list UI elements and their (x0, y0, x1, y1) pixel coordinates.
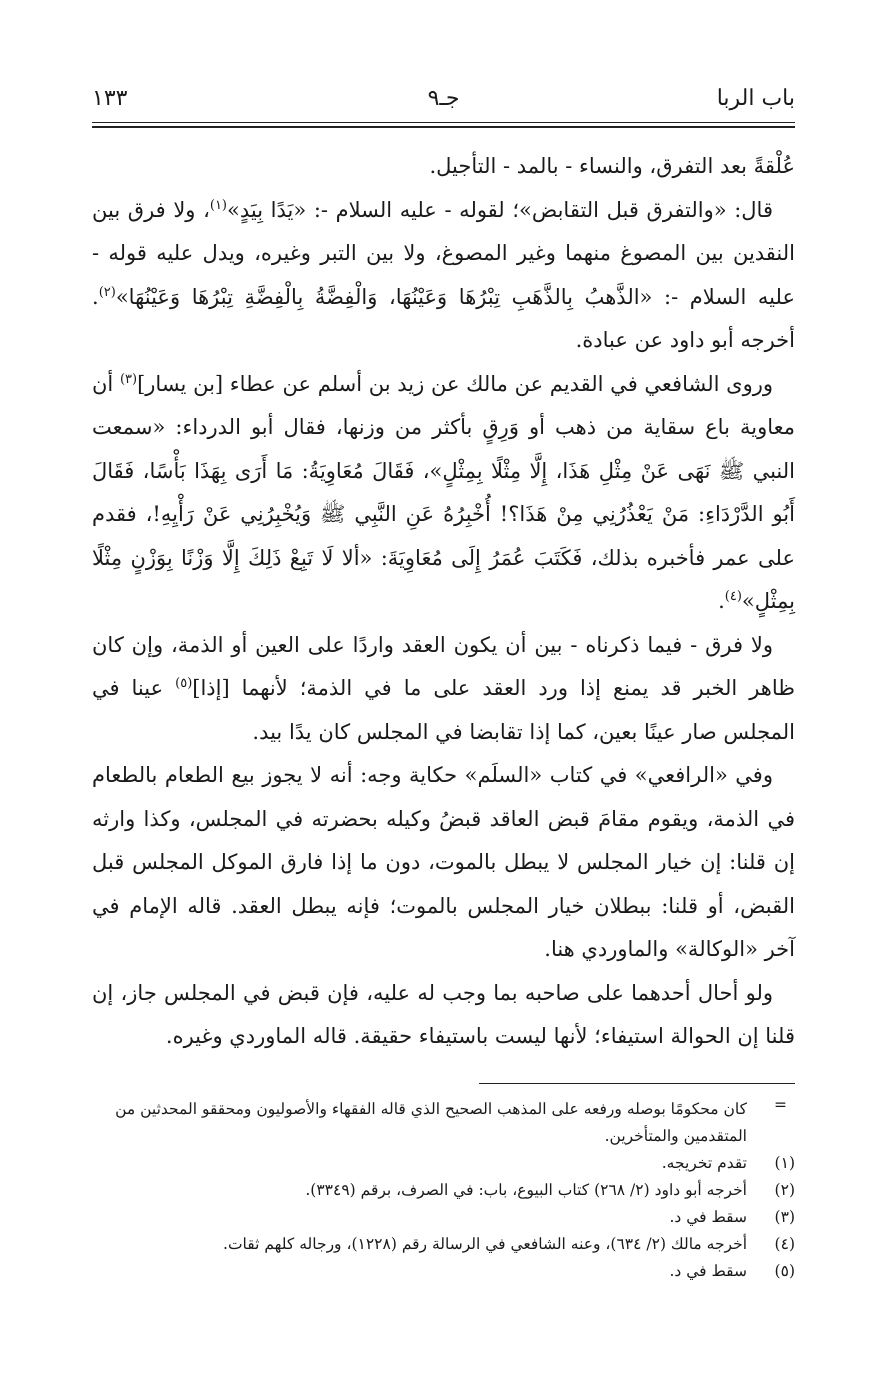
footnote-item: (٢) أخرجه أبو داود (٢/ ٢٦٨) كتاب البيوع، باب: في الصرف، برقم (٣٣٤٩). (92, 1177, 795, 1204)
continuation-mark: = (774, 1096, 787, 1114)
footnote-number: (٤) (774, 1235, 795, 1253)
running-header (92, 86, 795, 120)
paragraph: ولا فرق - فيما ذكرناه - بين أن يكون العقد واردًا على العين أو الذمة، وإن كان ظاهر الخبر قد يمنع إذا ورد العقد على ما في الذمة؛ لأنهما [إذا]$^{(٥)}$ عينا في المجلس صار عينًا بعين، كما إذا تقابضا في المجلس كان يدًا بيد. (92, 632, 795, 744)
paragraph: ولو أحال أحدهما على صاحبه بما وجب له عليه، فإن قبض في المجلس جاز، إن قلنا إن الحوالة استيفاء؛ لأنها ليست باستيفاء حقيقة. قاله الماوردي وغيره. (92, 980, 795, 1048)
paragraph: وروى الشافعي في القديم عن مالك عن زيد بن أسلم عن عطاء [بن يسار]$^{(٣)}$ أن معاوية باع سقاية من ذهب أو وَرِقٍ بأكثر من وزنها، فقال أبو الدرداء: «سمعت النبي ﷺ نَهَى عَنْ مِثْلِ هَذَا، إِلَّا مِثْلًا بِمِثْلٍ»، فَقَالَ مُعَاوِيَةُ: مَا أَرَى بِهَذَا بَأْسًا، فَقَالَ أَبُو الدَّرْدَاءِ: مَنْ يَعْذُرُنِي مِنْ هَذَا؟! أُخْبِرُهُ عَنِ النَّبِي ﷺ وَيُخْبِرُنِي عَنْ رَأْيِهِ!، فقدم على عمر فأخبره بذلك، فَكَتَبَ عُمَرُ إِلَى مُعَاوِيَةَ: «ألا لَا تَبِعْ ذَلِكَ إِلَّا وَزْنًا بِوَزْنٍ مِثْلًا بِمِثْلٍ»$^{(٤)}$. (92, 371, 795, 613)
chapter-title: باب الربا (716, 86, 795, 111)
footnote-ref: (٥) (175, 676, 193, 691)
footnote-number: (٥) (774, 1262, 795, 1280)
footnote-item: (١) تقدم تخريجه. (92, 1150, 795, 1177)
footnote-continued: = كان محكومًا بوصله ورفعه على المذهب الصحيح الذي قاله الفقهاء والأصوليون ومحققو المحدثين من المتقدمين والمتأخرين. (92, 1096, 795, 1150)
footnote-separator (479, 1083, 795, 1084)
footnote-number: (٣) (774, 1208, 795, 1226)
main-text (92, 145, 795, 1059)
footnote-ref: (٢) (98, 284, 116, 300)
footnote-number: (١) (774, 1154, 795, 1172)
footnote-ref: (٤) (724, 589, 742, 604)
paragraph: قال: «والتفرق قبل التقابض»؛ لقوله - عليه السلام -: «يَدًا بِيَدٍ»$^{(١)}$، ولا فرق بين النقدين بين المصوغ منهما وغير المصوغ، ولا بين التبر وغيره، ويدل عليه قوله - عليه السلام -: «الذَّهبُ بِالذَّهَبِ تِبْرُهَا وَعَيْنُهَا، وَالْفِضَّةُ بِالْفِضَّةِ تِبْرُهَا وَعَيْنُهَا»$^{(٢)}$. أخرجه أبو داود عن عبادة. (92, 197, 795, 352)
footnote-item: (٤) أخرجه مالك (٢/ ٦٣٤)، وعنه الشافعي في الرسالة رقم (١٢٢٨)، ورجاله كلهم ثقات. (92, 1231, 795, 1258)
footnote-item: (٣) سقط في د. (92, 1204, 795, 1231)
paragraph: عُلْقةً بعد التفرق، والنساء - بالمد - التأجيل. (429, 154, 795, 178)
footnotes (92, 1096, 795, 1285)
footnote-ref: (٣) (119, 371, 138, 387)
header-rule-thick (92, 126, 795, 128)
footnote-item: (٥) سقط في د. (92, 1258, 795, 1285)
footnote-number: (٢) (774, 1181, 795, 1199)
footnote-ref: (١) (209, 197, 227, 213)
paragraph: وفي «الرافعي» في كتاب «السلَم» حكاية وجه: أنه لا يجوز بيع الطعام بالطعام في الذمة، ويقوم مقامَ قبض العاقد قبضُ وكيله بحضرته في المجلس، وكذا وارثه إن قلنا: إن خيار المجلس لا يبطل بالموت، دون ما إذا فارق الموكل المجلس قبل القبض، أو قلنا: ببطلان خيار المجلس بالموت؛ فإنه يبطل العقد. قاله الإمام في آخر «الوكالة» والماوردي هنا. (92, 763, 795, 961)
volume-label: جـ٩ (427, 86, 460, 111)
page-number: ١٣٣ (92, 86, 128, 111)
header-rule (92, 122, 795, 123)
